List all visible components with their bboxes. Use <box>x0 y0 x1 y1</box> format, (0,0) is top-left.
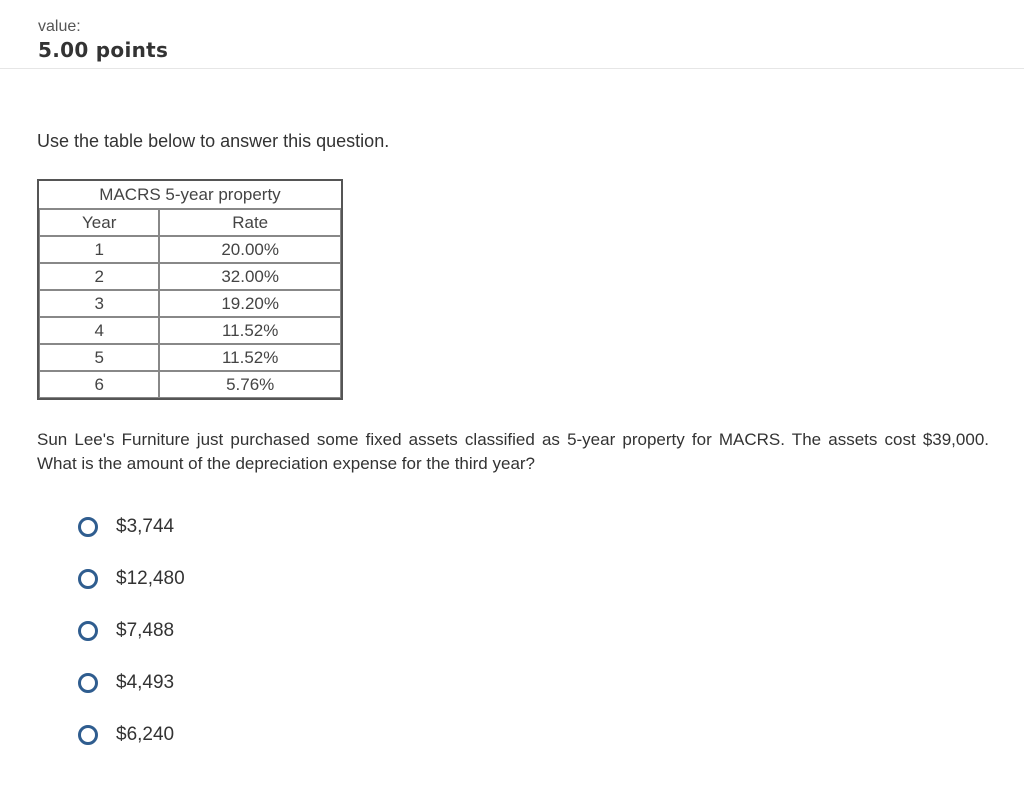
column-header-rate: Rate <box>159 209 341 236</box>
rate-cell: 5.76% <box>159 371 341 398</box>
table-row <box>39 317 341 344</box>
answer-options <box>78 512 185 772</box>
table-header-row <box>39 209 341 236</box>
answer-option-label[interactable]: $7,488 <box>116 620 175 641</box>
macrs-table <box>37 179 343 400</box>
column-header-year: Year <box>39 209 159 236</box>
table-row <box>39 236 341 263</box>
table-title: MACRS 5-year property <box>39 181 341 209</box>
year-cell: 3 <box>39 290 159 317</box>
answer-option-5[interactable] <box>78 720 185 772</box>
table-row <box>39 290 341 317</box>
answer-option-2[interactable] <box>78 564 185 616</box>
year-cell: 6 <box>39 371 159 398</box>
rate-cell: 19.20% <box>159 290 341 317</box>
rate-cell: 32.00% <box>159 263 341 290</box>
intro-text: Use the table below to answer this question. <box>37 131 390 151</box>
value-label: value: <box>38 18 81 35</box>
answer-option-3[interactable] <box>78 616 185 668</box>
radio-button-icon[interactable] <box>78 673 98 693</box>
year-cell: 5 <box>39 344 159 371</box>
table-title-row <box>39 181 341 209</box>
radio-button-icon[interactable] <box>78 517 98 537</box>
year-cell: 4 <box>39 317 159 344</box>
radio-button-icon[interactable] <box>78 569 98 589</box>
rate-cell: 20.00% <box>159 236 341 263</box>
answer-option-1[interactable] <box>78 512 185 564</box>
radio-button-icon[interactable] <box>78 725 98 745</box>
radio-button-icon[interactable] <box>78 621 98 641</box>
rate-cell: 11.52% <box>159 344 341 371</box>
question-header <box>0 0 1024 69</box>
question-text: Sun Lee's Furniture just purchased some fixed assets classified as 5-year property for MACRS. The assets cost $39,000. What is the amount of the depreciation expense for the third year? <box>37 430 989 473</box>
answer-option-4[interactable] <box>78 668 185 720</box>
points-value: 5.00 points <box>38 38 169 62</box>
year-cell: 2 <box>39 263 159 290</box>
answer-option-label[interactable]: $3,744 <box>116 516 175 537</box>
table-row <box>39 344 341 371</box>
answer-option-label[interactable]: $12,480 <box>116 568 185 589</box>
answer-option-label[interactable]: $6,240 <box>116 724 175 745</box>
answer-option-label[interactable]: $4,493 <box>116 672 175 693</box>
table-row <box>39 371 341 398</box>
rate-cell: 11.52% <box>159 317 341 344</box>
table-row <box>39 263 341 290</box>
year-cell: 1 <box>39 236 159 263</box>
